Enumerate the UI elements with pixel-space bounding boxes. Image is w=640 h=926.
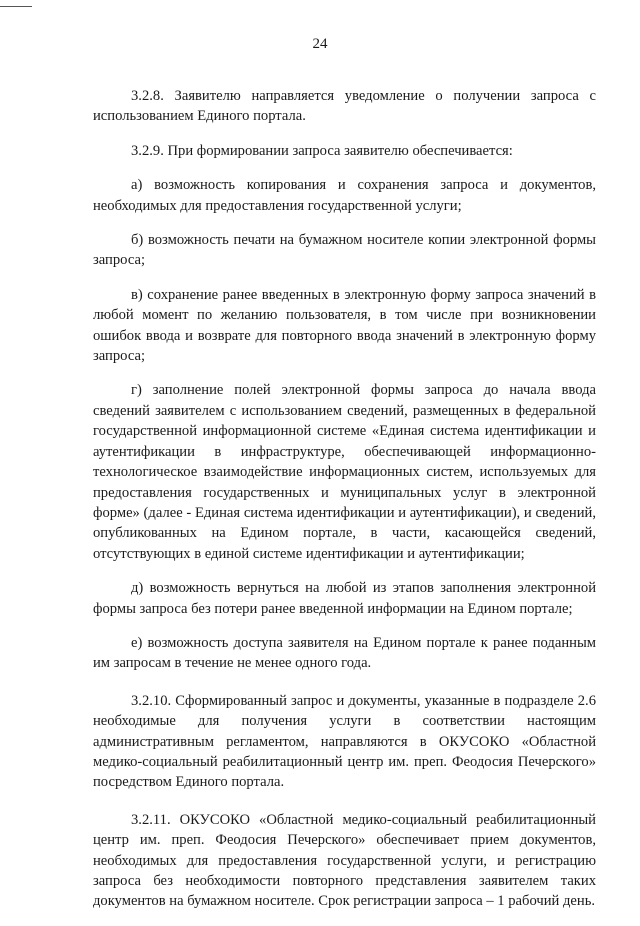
list-item-d: д) возможность вернуться на любой из этапов заполнения электронной формы запроса без потери ранее введенной информации на Едином портале; bbox=[93, 580, 596, 617]
paragraph-3-2-10: 3.2.10. Сформированный запрос и документы, указанные в подразделе 2.6 необходимые для получения услуги в соответствии настоящим административным регламентом, направляются в ОКУСОКО «Областной медико-социальный реабилитационный центр им. преп. Феодосия Печерского» посредством Единого портала. bbox=[93, 692, 596, 791]
page-number: 24 bbox=[312, 36, 328, 52]
scan-edge-mark bbox=[0, 6, 32, 7]
paragraph-3-2-8: 3.2.8. Заявителю направляется уведомление о получении запроса с использованием Единого портала. bbox=[93, 88, 596, 125]
list-item-a: а) возможность копирования и сохранения запроса и документов, необходимых для предоставления государственной услуги; bbox=[93, 177, 596, 214]
paragraph-3-2-11: 3.2.11. ОКУСОКО «Областной медико-социальный реабилитационный центр им. преп. Феодосия Печерского» обеспечивает прием документов, необходимых для предоставления государственной услуги, и регистрацию запроса без необходимости повторного представления заявителем таких документов на бумажном носителе. Срок регистрации запроса – 1 рабочий день. bbox=[93, 811, 596, 910]
list-item-g: г) заполнение полей электронной формы запроса до начала ввода сведений заявителем с использованием сведений, размещенных в федеральной государственной информационной системе «Единая система идентификации и аутентификации в инфраструктуре, обеспечивающей информационно-технологическое взаимодействие информационных систем, используемых для предоставления государственных и муниципальных услуг в электронной форме» (далее - Единая система идентификации и аутентификации), и сведений, опубликованных на Едином портале, в части, касающейся сведений, отсутствующих в единой системе идентификации и аутентификации; bbox=[93, 382, 596, 562]
list-item-b: б) возможность печати на бумажном носителе копии электронной формы запроса; bbox=[93, 232, 596, 269]
list-item-e: е) возможность доступа заявителя на Едином портале к ранее поданным им запросам в течение не менее одного года. bbox=[93, 634, 596, 672]
paragraph-3-2-9: 3.2.9. При формировании запроса заявителю обеспечивается: bbox=[131, 142, 513, 159]
document-body bbox=[93, 86, 596, 926]
list-item-v: в) сохранение ранее введенных в электронную форму запроса значений в любой момент по желанию пользователя, в том числе при возникновении ошибок ввода и возврате для повторного ввода значений в электронную форму запроса; bbox=[93, 286, 596, 365]
